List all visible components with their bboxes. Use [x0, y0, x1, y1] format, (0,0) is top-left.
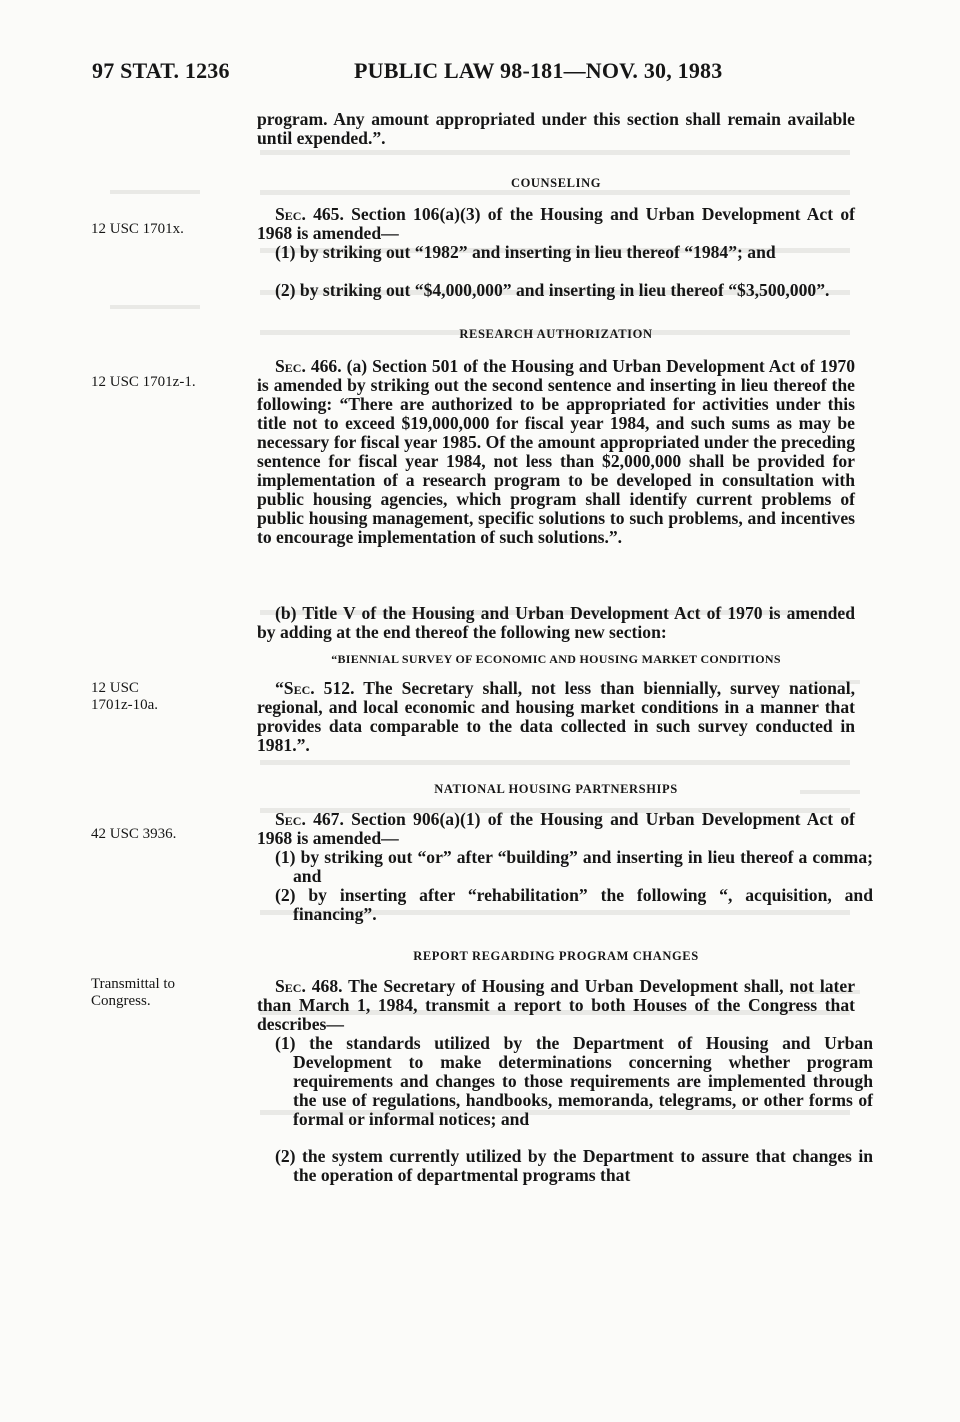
section-text: The Secretary of Housing and Urban Development shall, not later than March 1, 1984, transmit a report to both Houses of the Congress that describes— [257, 976, 855, 1034]
section-text: (a) Section 501 of the Housing and Urban Development Act of 1970 is amended by striking out the second sentence and inserting in lieu thereof the following: “There are authorized to be appropriated for activities under this title not to exceed $19,000,000 for fiscal year 1984, and such sums as may be necessary for fiscal year 1985. Of the amount appropriated under the preceding sentence for fiscal year 1984, not less than $2,000,000 shall be provided for implementation of a research program to be developed in consultation with public housing agencies, which program shall identify current problems of public housing management, specific solutions to such problems, and incentives to encourage implementation of such solutions.”. [257, 356, 855, 547]
section-label: “Sec. 512. [275, 678, 355, 698]
heading-counseling: COUNSELING [510, 176, 602, 190]
page-reference: 97 STAT. 1236 [92, 58, 230, 83]
margin-note-12usc1701z-1: 12 USC 1701z-1. [91, 374, 196, 390]
margin-note-line: 12 USC [91, 680, 139, 696]
heading-report-program-changes: REPORT REGARDING PROGRAM CHANGES [413, 949, 699, 963]
margin-note-line: Congress. [91, 993, 151, 1009]
section-label: Sec. 467. [275, 809, 344, 829]
margin-note-transmittal [91, 976, 221, 1010]
section-465-item-1: (1) by striking out “1982” and inserting in lieu thereof “1984”; and [275, 242, 776, 262]
main-text-column [257, 0, 873, 1422]
heading-biennial-survey: “BIENNIAL SURVEY OF ECONOMIC AND HOUSING MARKET CONDITIONS [331, 652, 781, 666]
section-465 [257, 205, 855, 243]
heading-national-housing-partnerships: NATIONAL HOUSING PARTNERSHIPS [434, 782, 678, 796]
heading-research-authorization: RESEARCH AUTHORIZATION [459, 327, 653, 341]
section-468-item-1: (1) the standards utilized by the Department of Housing and Urban Development to make determinations concerning whether program requirements and changes to those requirements are implemented through the use of regulations, handbooks, memoranda, telegrams, or other forms of formal or informal notices; and [275, 1033, 873, 1129]
section-512 [257, 679, 855, 755]
margin-note-42usc3936: 42 USC 3936. [91, 826, 177, 842]
margin-note-line: Transmittal to [91, 976, 176, 992]
section-label: Sec. 465. [275, 204, 344, 224]
section-468 [257, 977, 855, 1034]
section-468-item-2: (2) the system currently utilized by the Department to assure that changes in the operation of departmental programs that [275, 1146, 873, 1185]
section-466-b: (b) Title V of the Housing and Urban Development Act of 1970 is amended by adding at the end thereof the following new section: [257, 603, 855, 642]
section-text: Section 106(a)(3) of the Housing and Urban Development Act of 1968 is amended— [257, 204, 855, 243]
margin-note-12usc1701x: 12 USC 1701x. [91, 221, 184, 237]
section-text: Section 906(a)(1) of the Housing and Urban Development Act of 1968 is amended— [257, 809, 855, 848]
margin-note-line: 1701z-10a. [91, 697, 159, 713]
section-467-item-2: (2) by inserting after “rehabilitation” the following “, acquisition, and financing”. [275, 885, 873, 924]
section-label: Sec. 466. [275, 356, 342, 376]
section-467 [257, 810, 855, 848]
section-467-item-1: (1) by striking out “or” after “building” and inserting in lieu thereof a comma; and [275, 847, 873, 886]
section-466 [257, 357, 855, 547]
law-title: PUBLIC LAW 98-181—NOV. 30, 1983 [354, 58, 723, 83]
margin-note-12usc1701z-10a [91, 680, 221, 714]
paragraph-continuation: program. Any amount appropriated under this section shall remain available until expended.”. [257, 109, 855, 148]
section-text: The Secretary shall, not less than biennially, survey national, regional, and local economic and housing market conditions in a manner that provides data comparable to the data collected in such survey conducted in 1981.”. [257, 678, 856, 755]
section-465-item-2: (2) by striking out “$4,000,000” and inserting in lieu thereof “$3,500,000”. [275, 280, 830, 300]
section-label: Sec. 468. [275, 976, 343, 996]
